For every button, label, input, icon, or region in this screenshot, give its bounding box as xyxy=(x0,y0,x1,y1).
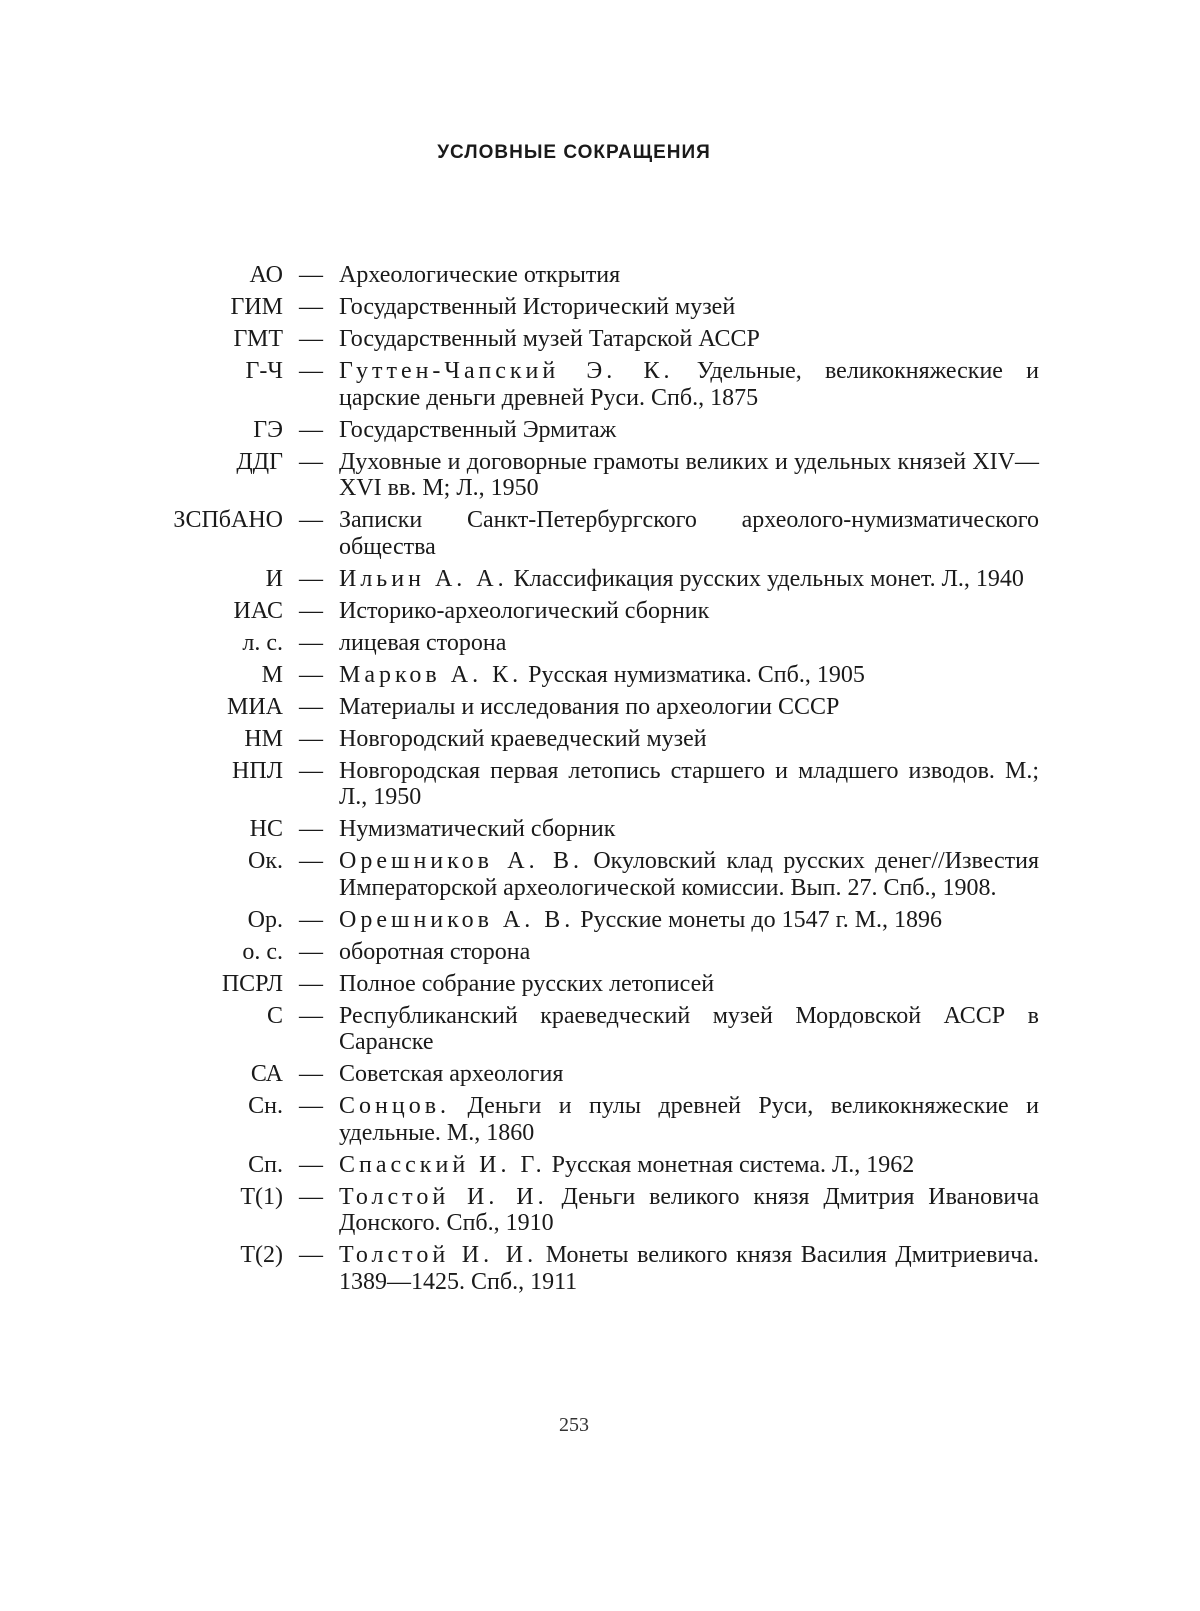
definition-text: Историко-археологический сборник xyxy=(339,598,709,624)
abbreviation-entry xyxy=(140,630,1040,657)
abbreviation-definition xyxy=(339,1152,1039,1179)
em-dash: — xyxy=(283,630,339,657)
abbreviation-entry xyxy=(140,262,1040,289)
abbreviation-definition xyxy=(339,971,1039,998)
em-dash: — xyxy=(283,907,339,934)
definition-text: лицевая сторона xyxy=(339,630,506,656)
em-dash: — xyxy=(283,939,339,966)
em-dash: — xyxy=(283,726,339,753)
abbreviation-entry xyxy=(140,971,1040,998)
abbreviation-entry xyxy=(140,726,1040,753)
abbreviation-definition xyxy=(339,1184,1039,1237)
abbreviation-term: И xyxy=(140,566,283,593)
definition-text: Деньги великого князя Дмитрия Ивановича Донского. Спб., 1910 xyxy=(339,1184,1039,1237)
abbreviation-term: ГИМ xyxy=(140,294,283,321)
abbreviation-entry xyxy=(140,939,1040,966)
abbreviation-term: Т(2) xyxy=(140,1242,283,1269)
page-number: 253 xyxy=(0,1414,1148,1437)
abbreviation-term: ДДГ xyxy=(140,449,283,476)
abbreviation-entry xyxy=(140,662,1040,689)
abbreviation-entry xyxy=(140,294,1040,321)
em-dash: — xyxy=(283,326,339,353)
definition-text: Советская археология xyxy=(339,1061,563,1087)
abbreviation-entry xyxy=(140,1242,1040,1295)
abbreviation-definition xyxy=(339,326,1039,353)
em-dash: — xyxy=(283,758,339,785)
abbreviation-definition xyxy=(339,907,1039,934)
abbreviation-entry xyxy=(140,1061,1040,1088)
abbreviation-entry xyxy=(140,1003,1040,1056)
abbreviation-definition xyxy=(339,726,1039,753)
abbreviation-definition xyxy=(339,816,1039,843)
abbreviation-term: НМ xyxy=(140,726,283,753)
abbreviation-definition xyxy=(339,1061,1039,1088)
abbreviation-entry xyxy=(140,694,1040,721)
definition-text: Новгородский краеведческий музей xyxy=(339,726,707,752)
definition-text: Материалы и исследования по археологии СССР xyxy=(339,694,839,720)
abbreviation-entry xyxy=(140,566,1040,593)
em-dash: — xyxy=(283,816,339,843)
definition-text: Духовные и договорные грамоты великих и удельных князей XIV—XVI вв. М; Л., 1950 xyxy=(339,449,1039,502)
author-name: Толстой И. И. xyxy=(339,1242,537,1268)
definition-text: Окуловский клад русских денег//Известия Императорской археологической комиссии. Вып. 27. Спб., 1908. xyxy=(339,848,1039,901)
abbreviation-term: С xyxy=(140,1003,283,1030)
author-name: Сонцов. xyxy=(339,1093,450,1119)
abbreviation-term: Сн. xyxy=(140,1093,283,1120)
abbreviation-definition xyxy=(339,1093,1039,1146)
page-title: УСЛОВНЫЕ СОКРАЩЕНИЯ xyxy=(0,142,1148,164)
definition-text: Государственный Исторический музей xyxy=(339,294,735,320)
abbreviation-definition xyxy=(339,566,1039,593)
definition-text: Государственный музей Татарской АССР xyxy=(339,326,760,352)
author-name: Марков А. К. xyxy=(339,662,522,688)
abbreviation-entry xyxy=(140,507,1040,560)
abbreviation-definition xyxy=(339,662,1039,689)
em-dash: — xyxy=(283,1061,339,1088)
definition-text: Нумизматический сборник xyxy=(339,816,615,842)
abbreviation-definition xyxy=(339,262,1039,289)
em-dash: — xyxy=(283,417,339,444)
em-dash: — xyxy=(283,358,339,385)
abbreviation-term: ГМТ xyxy=(140,326,283,353)
abbreviation-entry xyxy=(140,1093,1040,1146)
abbreviation-definition xyxy=(339,758,1039,811)
abbreviation-definition xyxy=(339,848,1039,901)
abbreviation-definition xyxy=(339,694,1039,721)
abbreviation-term: М xyxy=(140,662,283,689)
author-name: Спасский И. Г. xyxy=(339,1152,546,1178)
em-dash: — xyxy=(283,848,339,875)
abbreviation-entry xyxy=(140,417,1040,444)
definition-text: Полное собрание русских летописей xyxy=(339,971,714,997)
abbreviation-entry xyxy=(140,1152,1040,1179)
em-dash: — xyxy=(283,598,339,625)
em-dash: — xyxy=(283,262,339,289)
em-dash: — xyxy=(283,1093,339,1120)
definition-text: Монеты великого князя Василия Дмитриевича. 1389—1425. Спб., 1911 xyxy=(339,1242,1039,1295)
abbreviation-definition xyxy=(339,1003,1039,1056)
abbreviation-term: ПСРЛ xyxy=(140,971,283,998)
em-dash: — xyxy=(283,566,339,593)
em-dash: — xyxy=(283,1003,339,1030)
abbreviation-list xyxy=(140,262,1040,1301)
definition-text: Республиканский краеведческий музей Мордовской АССР в Саранске xyxy=(339,1003,1039,1056)
author-name: Ильин А. А. xyxy=(339,566,508,592)
em-dash: — xyxy=(283,507,339,534)
abbreviation-definition xyxy=(339,449,1039,502)
abbreviation-entry xyxy=(140,907,1040,934)
abbreviation-entry xyxy=(140,1184,1040,1237)
em-dash: — xyxy=(283,662,339,689)
em-dash: — xyxy=(283,694,339,721)
author-name: Толстой И. И. xyxy=(339,1184,548,1210)
em-dash: — xyxy=(283,1184,339,1211)
definition-text: Русская нумизматика. Спб., 1905 xyxy=(528,662,865,688)
abbreviation-term: СА xyxy=(140,1061,283,1088)
definition-text: Государственный Эрмитаж xyxy=(339,417,616,443)
em-dash: — xyxy=(283,449,339,476)
abbreviation-term: Г-Ч xyxy=(140,358,283,385)
abbreviation-definition xyxy=(339,598,1039,625)
abbreviation-definition xyxy=(339,507,1039,560)
abbreviation-term: ЗСПбАНО xyxy=(140,507,283,534)
abbreviation-definition xyxy=(339,294,1039,321)
definition-text: Новгородская первая летопись старшего и младшего изводов. М.; Л., 1950 xyxy=(339,758,1039,811)
abbreviation-definition xyxy=(339,1242,1039,1295)
abbreviation-entry xyxy=(140,598,1040,625)
author-name: Гуттен-Чапский Э. К. xyxy=(339,358,674,384)
abbreviation-definition xyxy=(339,630,1039,657)
abbreviation-entry xyxy=(140,848,1040,901)
abbreviation-definition xyxy=(339,939,1039,966)
definition-text: Удельные, великокняжеские и царские деньги древней Руси. Спб., 1875 xyxy=(339,358,1039,411)
abbreviation-entry xyxy=(140,449,1040,502)
abbreviation-entry xyxy=(140,326,1040,353)
em-dash: — xyxy=(283,1152,339,1179)
author-name: Орешников А. В. xyxy=(339,848,583,874)
definition-text: Классификация русских удельных монет. Л., 1940 xyxy=(514,566,1024,592)
abbreviation-term: АО xyxy=(140,262,283,289)
definition-text: Русская монетная система. Л., 1962 xyxy=(552,1152,915,1178)
definition-text: Деньги и пулы древней Руси, великокняжеские и удельные. М., 1860 xyxy=(339,1093,1039,1146)
em-dash: — xyxy=(283,1242,339,1269)
definition-text: Записки Санкт-Петербургского археолого-нумизматического общества xyxy=(339,507,1039,560)
abbreviation-entry xyxy=(140,358,1040,411)
abbreviation-definition xyxy=(339,358,1039,411)
abbreviation-term: НС xyxy=(140,816,283,843)
abbreviation-entry xyxy=(140,816,1040,843)
abbreviation-term: МИА xyxy=(140,694,283,721)
em-dash: — xyxy=(283,294,339,321)
abbreviation-term: ГЭ xyxy=(140,417,283,444)
author-name: Орешников А. В. xyxy=(339,907,574,933)
definition-text: Археологические открытия xyxy=(339,262,620,288)
abbreviation-term: НПЛ xyxy=(140,758,283,785)
abbreviation-entry xyxy=(140,758,1040,811)
abbreviation-term: о. с. xyxy=(140,939,283,966)
definition-text: Русские монеты до 1547 г. М., 1896 xyxy=(580,907,942,933)
abbreviation-term: л. с. xyxy=(140,630,283,657)
abbreviation-term: Сп. xyxy=(140,1152,283,1179)
abbreviation-term: ИАС xyxy=(140,598,283,625)
definition-text: оборотная сторона xyxy=(339,939,530,965)
abbreviation-term: Ор. xyxy=(140,907,283,934)
abbreviation-term: Ок. xyxy=(140,848,283,875)
abbreviation-term: Т(1) xyxy=(140,1184,283,1211)
em-dash: — xyxy=(283,971,339,998)
abbreviation-definition xyxy=(339,417,1039,444)
